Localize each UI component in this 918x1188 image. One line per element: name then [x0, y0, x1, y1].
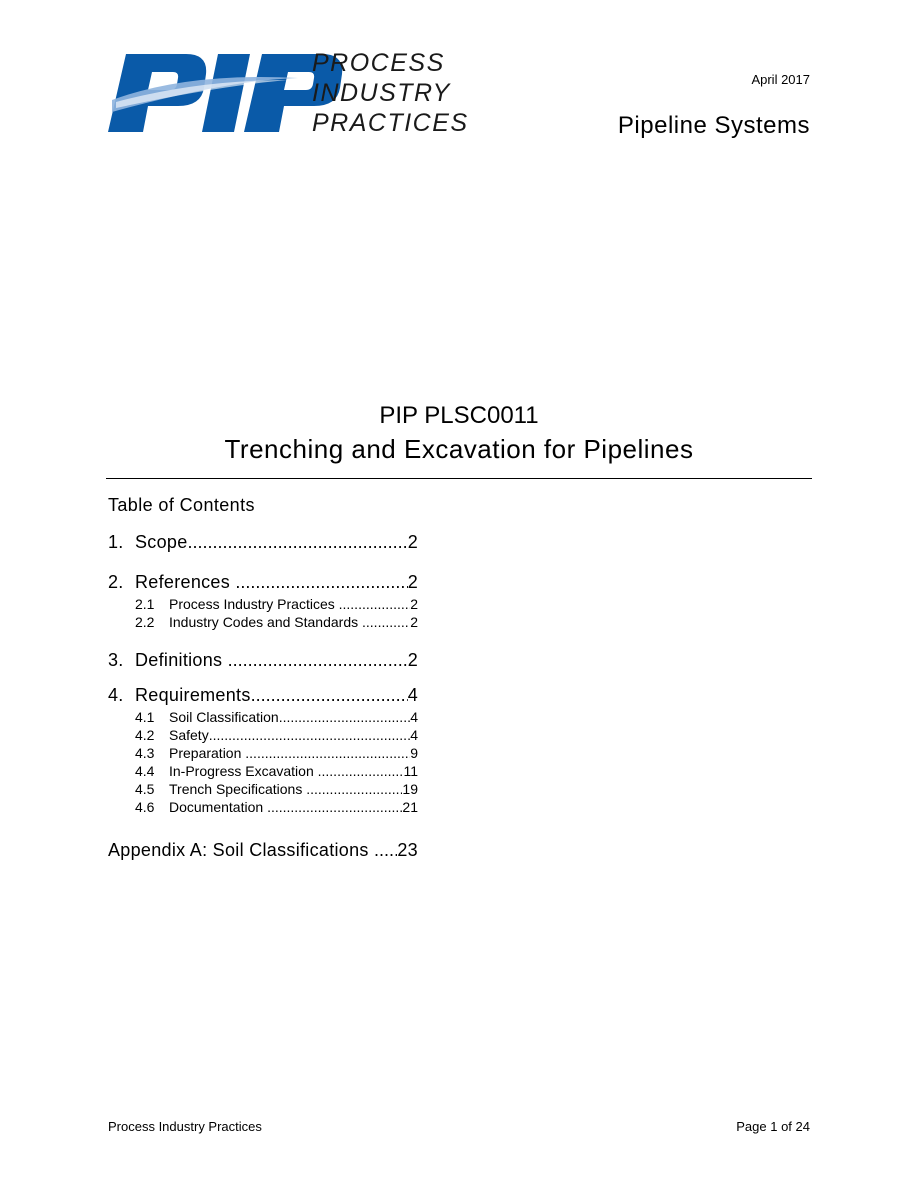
- toc-entry-appendix-a[interactable]: [108, 840, 418, 861]
- dot-leader: [228, 650, 408, 671]
- toc-subentry-industry-codes[interactable]: [108, 613, 418, 631]
- dot-leader: [209, 726, 411, 744]
- dot-leader: [279, 708, 410, 726]
- toc-entry-label: Soil Classification: [169, 709, 279, 725]
- footer-organization: Process Industry Practices: [108, 1119, 262, 1134]
- toc-entry-scope[interactable]: [108, 532, 418, 553]
- toc-entry-label: Preparation: [169, 745, 242, 761]
- toc-subentry-soil-classification[interactable]: [108, 708, 418, 726]
- toc-subentry-documentation[interactable]: [108, 798, 418, 816]
- logo-letter-i: [202, 54, 250, 132]
- dot-leader: [374, 840, 397, 861]
- toc-entry-label: Scope: [135, 532, 188, 552]
- toc-entry-page: 2: [407, 532, 418, 552]
- toc-entry-number: 3.: [108, 650, 124, 670]
- footer-page-number: Page 1 of 24: [736, 1119, 810, 1134]
- toc-heading: Table of Contents: [108, 495, 255, 515]
- toc-subentry-trench-specifications[interactable]: [108, 780, 418, 798]
- toc-entry-page: 2: [407, 650, 418, 670]
- document-title: Trenching and Excavation for Pipelines: [224, 434, 694, 464]
- issue-date: April 2017: [751, 72, 810, 87]
- toc-entry-number: 4.6: [135, 799, 155, 815]
- toc-entry-label: Industry Codes and Standards: [169, 614, 359, 630]
- logo-word: PROCESS: [312, 49, 445, 77]
- logo-wordmark: [312, 48, 469, 138]
- toc-entry-page: 2: [410, 614, 418, 630]
- toc-entry-number: 1.: [108, 532, 124, 552]
- toc-entry-number: 4.1: [135, 709, 155, 725]
- toc-entry-number: 4.2: [135, 727, 155, 743]
- logo-word: PRACTICES: [312, 109, 469, 137]
- toc-entry-page: 2: [410, 596, 418, 612]
- toc-entry-label: Definitions: [135, 650, 223, 670]
- toc-entry-page: 4: [407, 685, 418, 705]
- toc-entry-label: References: [135, 572, 231, 592]
- dot-leader: [362, 613, 410, 631]
- dot-leader: [339, 595, 411, 613]
- toc-entry-label: Appendix A: Soil Classifications: [108, 840, 369, 860]
- toc-entry-page: 4: [410, 709, 418, 725]
- toc-entry-page: 2: [407, 572, 418, 592]
- toc-entry-number: 4.: [108, 685, 124, 705]
- dot-leader: [267, 798, 402, 816]
- dot-leader: [251, 685, 408, 706]
- toc-entry-number: 4.5: [135, 781, 155, 797]
- dot-leader: [235, 572, 407, 593]
- toc-entry-label: In-Progress Excavation: [169, 763, 314, 779]
- series-title: Pipeline Systems: [617, 112, 810, 139]
- logo-word: INDUSTRY: [312, 79, 451, 107]
- toc-subentry-in-progress-excavation[interactable]: [108, 762, 418, 780]
- toc-entry-number: 2.: [108, 572, 124, 592]
- toc-subentry-safety[interactable]: [108, 726, 418, 744]
- toc-entry-page: 19: [402, 781, 418, 797]
- document-number: PIP PLSC0011: [379, 402, 539, 429]
- title-divider: [106, 478, 812, 479]
- dot-leader: [306, 780, 402, 798]
- toc-entry-label: Process Industry Practices: [169, 596, 335, 612]
- toc-entry-requirements[interactable]: [108, 685, 418, 706]
- dot-leader: [318, 762, 404, 780]
- toc-entry-number: 4.3: [135, 745, 155, 761]
- toc-entry-definitions[interactable]: [108, 650, 418, 671]
- toc-entry-page: 21: [402, 799, 418, 815]
- toc-entry-label: Requirements: [135, 685, 251, 705]
- toc-entry-page: 23: [397, 840, 418, 860]
- toc-subentry-preparation[interactable]: [108, 744, 418, 762]
- dot-leader: [188, 532, 408, 553]
- toc-entry-page: 11: [403, 763, 418, 779]
- table-of-contents: [108, 520, 418, 861]
- toc-entry-label: Safety: [169, 727, 209, 743]
- toc-entry-number: 2.2: [135, 614, 155, 630]
- toc-entry-label: Trench Specifications: [169, 781, 303, 797]
- toc-entry-references[interactable]: [108, 572, 418, 593]
- toc-entry-page: 4: [410, 727, 418, 743]
- dot-leader: [245, 744, 410, 762]
- toc-entry-number: 4.4: [135, 763, 155, 779]
- toc-entry-page: 9: [410, 745, 418, 761]
- toc-subentry-process-industry-practices[interactable]: [108, 595, 418, 613]
- toc-entry-number: 2.1: [135, 596, 155, 612]
- toc-entry-label: Documentation: [169, 799, 264, 815]
